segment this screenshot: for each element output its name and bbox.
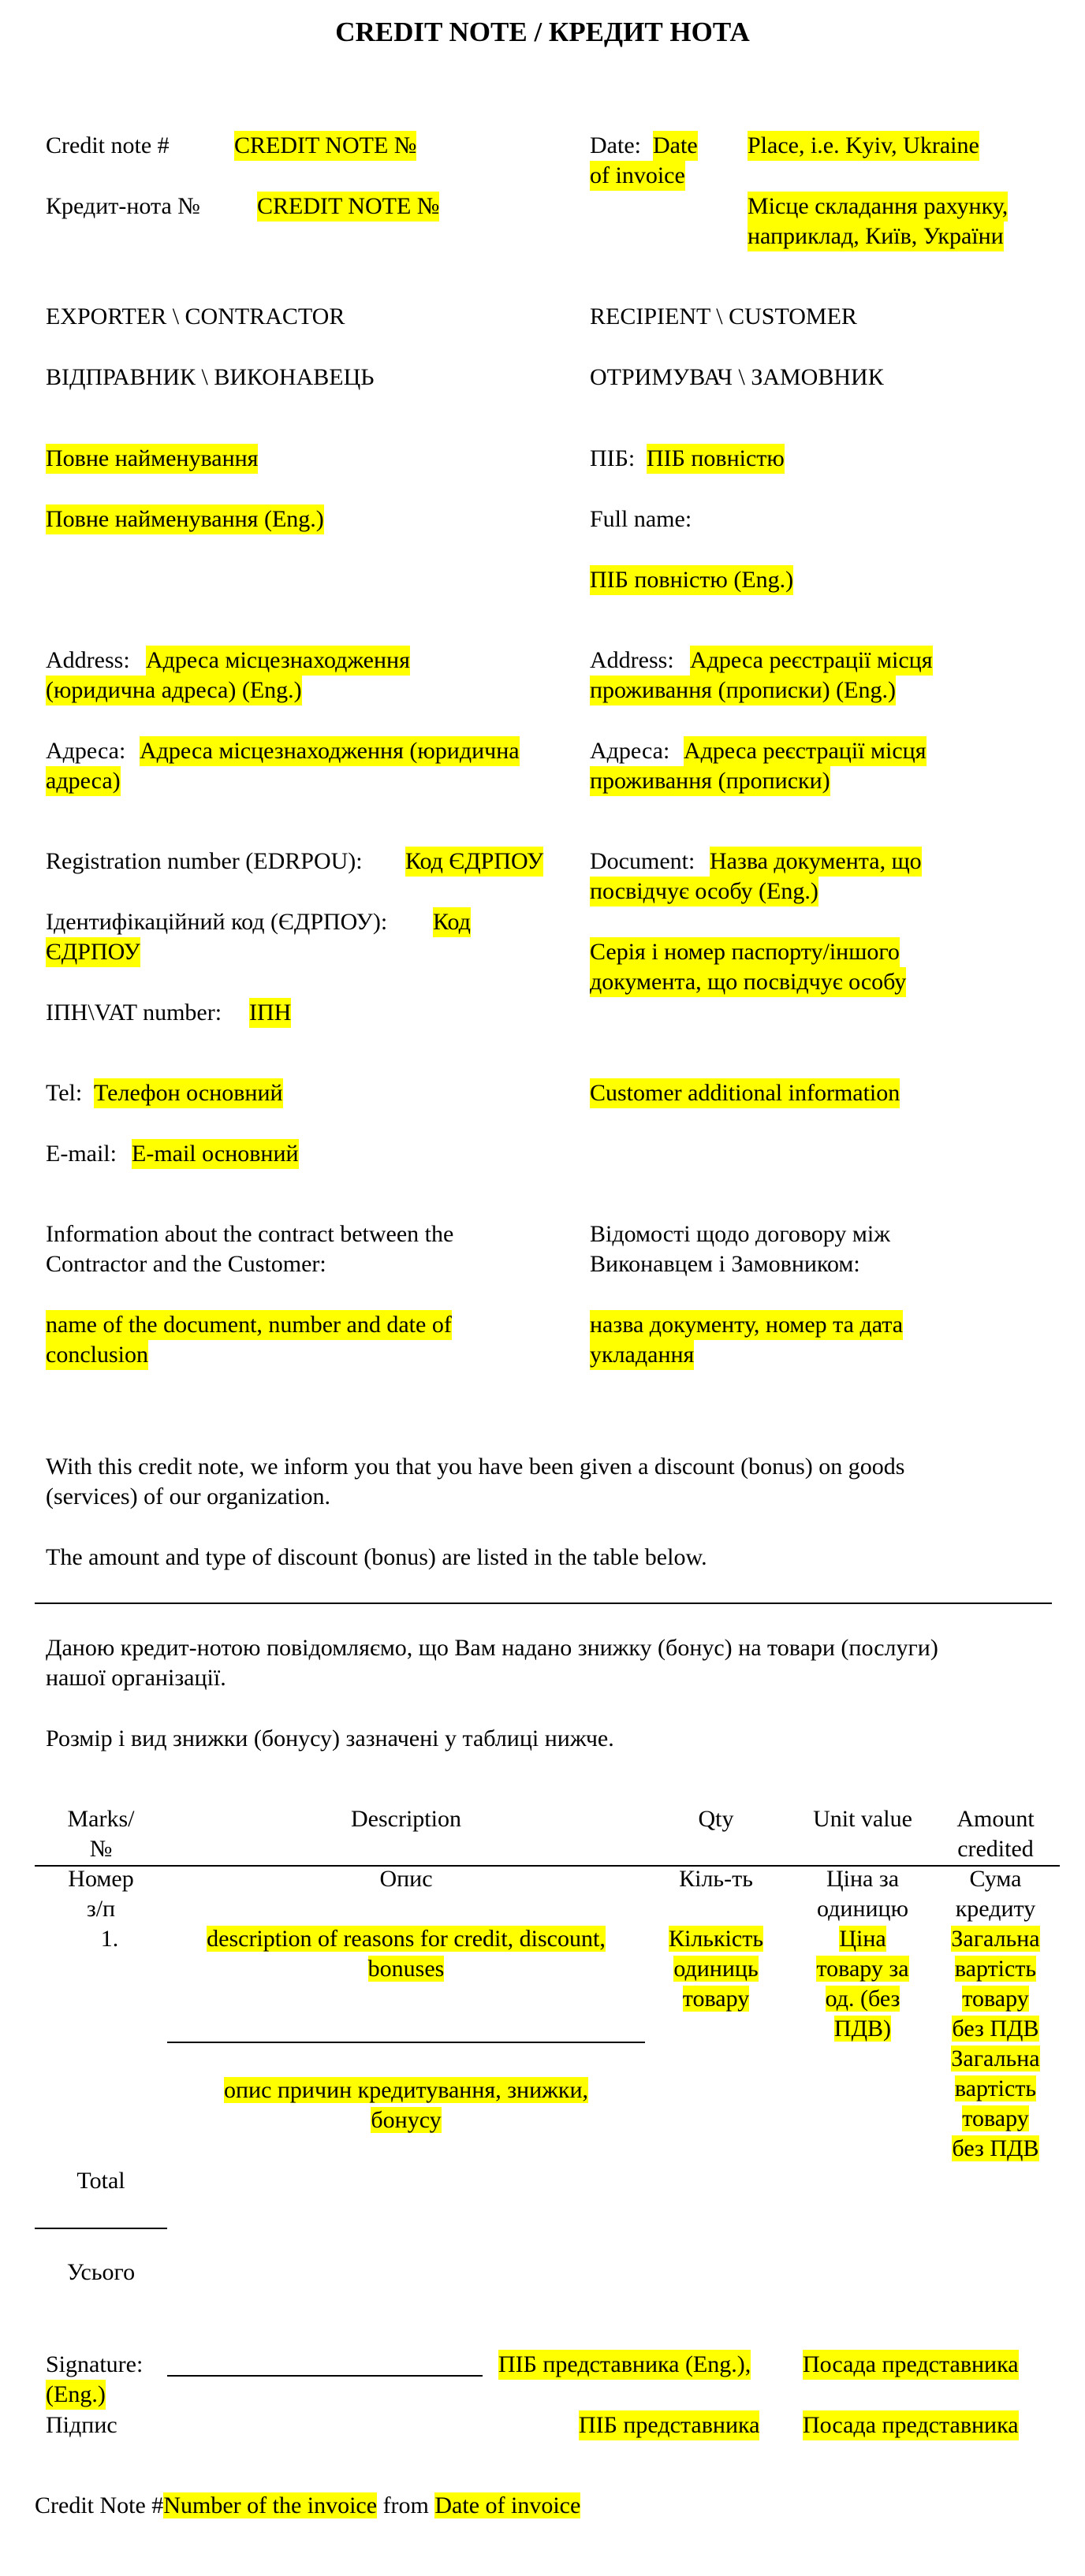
- footer-prefix: Credit Note #: [35, 2492, 164, 2518]
- row-amount-line5: Загальна: [951, 2046, 1040, 2072]
- place-en: Place, i.e. Kyiv, Ukraine: [748, 131, 979, 161]
- page-title: CREDIT NOTE / КРЕДИТ НОТА: [335, 17, 750, 47]
- exporter-ident-label: Ідентифікаційний код (ЄДРПОУ):: [46, 909, 388, 935]
- signature-label-ua: Підпис: [46, 2412, 117, 2438]
- row-amount-line1: Загальна: [951, 1926, 1040, 1952]
- footer-line: [35, 2491, 580, 2521]
- date-value-line1: Date: [653, 131, 698, 161]
- notice-en-line3: The amount and type of discount (bonus) are listed in the table below.: [46, 1544, 707, 1570]
- th-ua-amount-line1: Сума: [969, 1866, 1022, 1892]
- row-amount-line3-wrap: [938, 1984, 1053, 2014]
- recipient-heading-ua: ОТРИМУВАЧ \ ЗАМОВНИК: [590, 364, 884, 390]
- th-ua-unit-value-line1: Ціна за: [826, 1866, 900, 1892]
- exporter-heading-en: EXPORTER \ CONTRACTOR: [46, 303, 345, 329]
- exporter-heading-ua: ВІДПРАВНИК \ ВИКОНАВЕЦЬ: [46, 364, 375, 390]
- recipient-additional-info: Customer additional information: [590, 1078, 900, 1108]
- kredyt-nota-label: Кредит-нота №: [46, 193, 200, 219]
- row-amount-line5-wrap: [938, 2044, 1053, 2074]
- signature-line[interactable]: [167, 2375, 483, 2377]
- row-amount-line6: вартість: [954, 2075, 1037, 2101]
- recipient-contract-value-line2: укладання: [590, 1340, 694, 1370]
- recipient-address-value-line2: проживання (прописки) (Eng.): [590, 676, 896, 705]
- exporter-ident-value-line2: ЄДРПОУ: [46, 937, 140, 967]
- row-unit-line2-wrap: [796, 1954, 929, 1984]
- recipient-contract-info-line1: Відомості щодо договору між: [590, 1221, 890, 1247]
- signature-position-en: Посада представника: [803, 2350, 1019, 2380]
- exporter-adresa-value-line1: Адреса місцезнаходження (юридична: [140, 736, 520, 766]
- row-qty-line1-wrap: [645, 1924, 787, 1954]
- credit-note-label: Credit note #: [46, 132, 170, 158]
- row-unit-line4-wrap: [796, 2014, 929, 2044]
- exporter-vat-label: ІПН\VAT number:: [46, 1000, 222, 1026]
- signature-position-ua: Посада представника: [803, 2410, 1019, 2440]
- exporter-contract-info-line1: Information about the contract between the: [46, 1221, 454, 1247]
- row-amount-line8-wrap: [938, 2134, 1053, 2164]
- exporter-contract-value-line2: conclusion: [46, 1340, 148, 1370]
- footer-from: from: [382, 2492, 429, 2518]
- row-qty-line2: одиниць: [673, 1956, 759, 1982]
- row-desc-en-line2-wrap: [167, 1954, 645, 1984]
- recipient-passport-line1: Серія і номер паспорту/іншого: [590, 937, 900, 967]
- exporter-full-name-en: Повне найменування (Eng.): [46, 504, 324, 534]
- exporter-address-value-line2: (юридична адреса) (Eng.): [46, 676, 302, 705]
- recipient-full-name-label: Full name:: [590, 506, 692, 532]
- row-qty-line2-wrap: [645, 1954, 787, 1984]
- th-ua-marks-line1: Номер: [68, 1866, 134, 1892]
- row-amount-line4: без ПДВ: [952, 2016, 1039, 2042]
- row-amount-line1-wrap: [938, 1924, 1053, 1954]
- notice-en-line1: With this credit note, we inform you that you have been given a discount (bonus) on goods: [46, 1454, 905, 1480]
- exporter-ident-value-line1: Код: [433, 907, 471, 937]
- signature-name-en: ПІБ представника (Eng.),: [498, 2350, 751, 2380]
- footer-invoice-date: Date of invoice: [434, 2492, 581, 2518]
- row-desc-en-line1-wrap: [167, 1924, 645, 1954]
- row-unit-line1-wrap: [796, 1924, 929, 1954]
- exporter-reg-label: Registration number (EDRPOU):: [46, 848, 363, 874]
- recipient-adresa-label: Адреса:: [590, 738, 670, 764]
- th-ua-marks-line2: з/п: [86, 1896, 116, 1922]
- th-unit-value: Unit value: [813, 1806, 912, 1832]
- row-unit-line3: од. (без: [825, 1986, 900, 2012]
- row-desc-ua-line1-wrap: [167, 2075, 645, 2105]
- exporter-vat-value: ІПН: [249, 998, 291, 1028]
- recipient-address-label: Address:: [590, 647, 674, 673]
- notice-ua-line3: Розмір і вид знижки (бонусу) зазначені у таблиці нижче.: [46, 1725, 614, 1751]
- row-amount-line7-wrap: [938, 2104, 1053, 2134]
- row-desc-en-line1: description of reasons for credit, discount,: [207, 1926, 606, 1952]
- description-divider: [167, 2042, 645, 2043]
- date-label: Date:: [590, 132, 641, 158]
- exporter-tel-label: Tel:: [46, 1080, 83, 1106]
- recipient-passport-line2: документа, що посвідчує особу: [590, 967, 906, 997]
- row-unit-line3-wrap: [796, 1984, 929, 2014]
- row-amount-line4-wrap: [938, 2014, 1053, 2044]
- section-divider: [35, 1603, 1052, 1604]
- exporter-contract-info-line2: Contractor and the Customer:: [46, 1251, 326, 1277]
- th-marks-line2: №: [89, 1836, 113, 1862]
- th-amount-line1: Amount: [956, 1806, 1035, 1832]
- th-ua-qty: Кіль-ть: [679, 1866, 753, 1892]
- row-amount-line2: вартість: [954, 1956, 1037, 1982]
- recipient-adresa-value-line2: проживання (прописки): [590, 766, 830, 796]
- th-amount-line2: credited: [957, 1836, 1034, 1862]
- recipient-document-label: Document:: [590, 848, 695, 874]
- row-qty-line1: Кількість: [668, 1926, 763, 1952]
- exporter-tel-value: Телефон основний: [94, 1078, 283, 1108]
- row-amount-line8: без ПДВ: [952, 2135, 1039, 2161]
- exporter-contract-value-line1: name of the document, number and date of: [46, 1310, 452, 1340]
- place-ua-line1: Місце складання рахунку,: [748, 192, 1008, 221]
- recipient-heading-en: RECIPIENT \ CUSTOMER: [590, 303, 857, 329]
- exporter-full-name-ua: Повне найменування: [46, 444, 258, 474]
- row-desc-ua-line1: опис причин кредитування, знижки,: [223, 2077, 589, 2103]
- signature-label-en: Signature:: [46, 2351, 144, 2377]
- exporter-address-value-line1: Адреса місцезнаходження: [146, 646, 410, 676]
- place-ua-line2: наприклад, Київ, України: [748, 221, 1004, 251]
- recipient-pib-label: ПІБ:: [590, 445, 636, 471]
- row-qty-line3-wrap: [645, 1984, 787, 2014]
- signature-name-ua: ПІБ представника: [579, 2410, 759, 2440]
- recipient-document-value-line1: Назва документа, що: [710, 847, 922, 877]
- notice-en-line2: (services) of our organization.: [46, 1483, 330, 1509]
- exporter-adresa-value-line2: адреса): [46, 766, 121, 796]
- recipient-pib-value: ПІБ повністю: [647, 444, 785, 474]
- notice-ua-line2: нашої організації.: [46, 1665, 226, 1691]
- exporter-address-label: Address:: [46, 647, 130, 673]
- row-amount-line6-wrap: [938, 2074, 1053, 2104]
- row-amount-line2-wrap: [938, 1954, 1053, 1984]
- row-amount-line7: товару: [962, 2105, 1029, 2131]
- date-value-line2: of invoice: [590, 161, 685, 191]
- total-ua: Усього: [66, 2259, 136, 2285]
- row-unit-line1: Ціна: [839, 1926, 886, 1952]
- th-marks-line1: Marks/: [67, 1806, 135, 1832]
- th-ua-unit-value-line2: одиницю: [816, 1896, 909, 1922]
- row-desc-en-line2: bonuses: [367, 1956, 445, 1982]
- th-ua-description: Опис: [379, 1866, 433, 1892]
- recipient-contract-value-line1: назва документу, номер та дата: [590, 1310, 903, 1340]
- row-amount-line3: товару: [962, 1986, 1029, 2012]
- row-unit-line4: ПДВ): [833, 2016, 892, 2042]
- exporter-email-value: E-mail основний: [132, 1139, 299, 1169]
- th-description: Description: [351, 1806, 461, 1832]
- recipient-adresa-value-line1: Адреса реєстрації місця: [684, 736, 927, 766]
- row-qty-line3: товару: [682, 1986, 750, 2012]
- recipient-contract-info-line2: Виконавцем і Замовником:: [590, 1251, 860, 1277]
- row-desc-ua-line2: бонусу: [371, 2107, 442, 2133]
- kredyt-nota-number: CREDIT NOTE №: [257, 192, 439, 221]
- row-number: 1.: [100, 1926, 119, 1952]
- exporter-adresa-label: Адреса:: [46, 738, 126, 764]
- th-qty: Qty: [698, 1806, 734, 1832]
- recipient-document-value-line2: посвідчує особу (Eng.): [590, 877, 818, 906]
- exporter-reg-value: Код ЄДРПОУ: [405, 847, 543, 877]
- total-divider: [35, 2228, 167, 2229]
- row-desc-ua-line2-wrap: [167, 2105, 645, 2135]
- th-ua-amount-line2: кредиту: [955, 1896, 1036, 1922]
- row-unit-line2: товару за: [816, 1956, 909, 1982]
- recipient-address-value-line1: Адреса реєстрації місця: [690, 646, 933, 676]
- exporter-email-label: E-mail:: [46, 1141, 117, 1167]
- credit-note-number: CREDIT NOTE №: [234, 131, 416, 161]
- signature-position-en-line2: (Eng.): [46, 2380, 106, 2410]
- total-en: Total: [76, 2168, 125, 2194]
- notice-ua-line1: Даною кредит-нотою повідомляємо, що Вам надано знижку (бонус) на товари (послуги): [46, 1635, 938, 1661]
- footer-invoice-number: Number of the invoice: [163, 2492, 378, 2518]
- recipient-full-name-value: ПІБ повністю (Eng.): [590, 565, 793, 595]
